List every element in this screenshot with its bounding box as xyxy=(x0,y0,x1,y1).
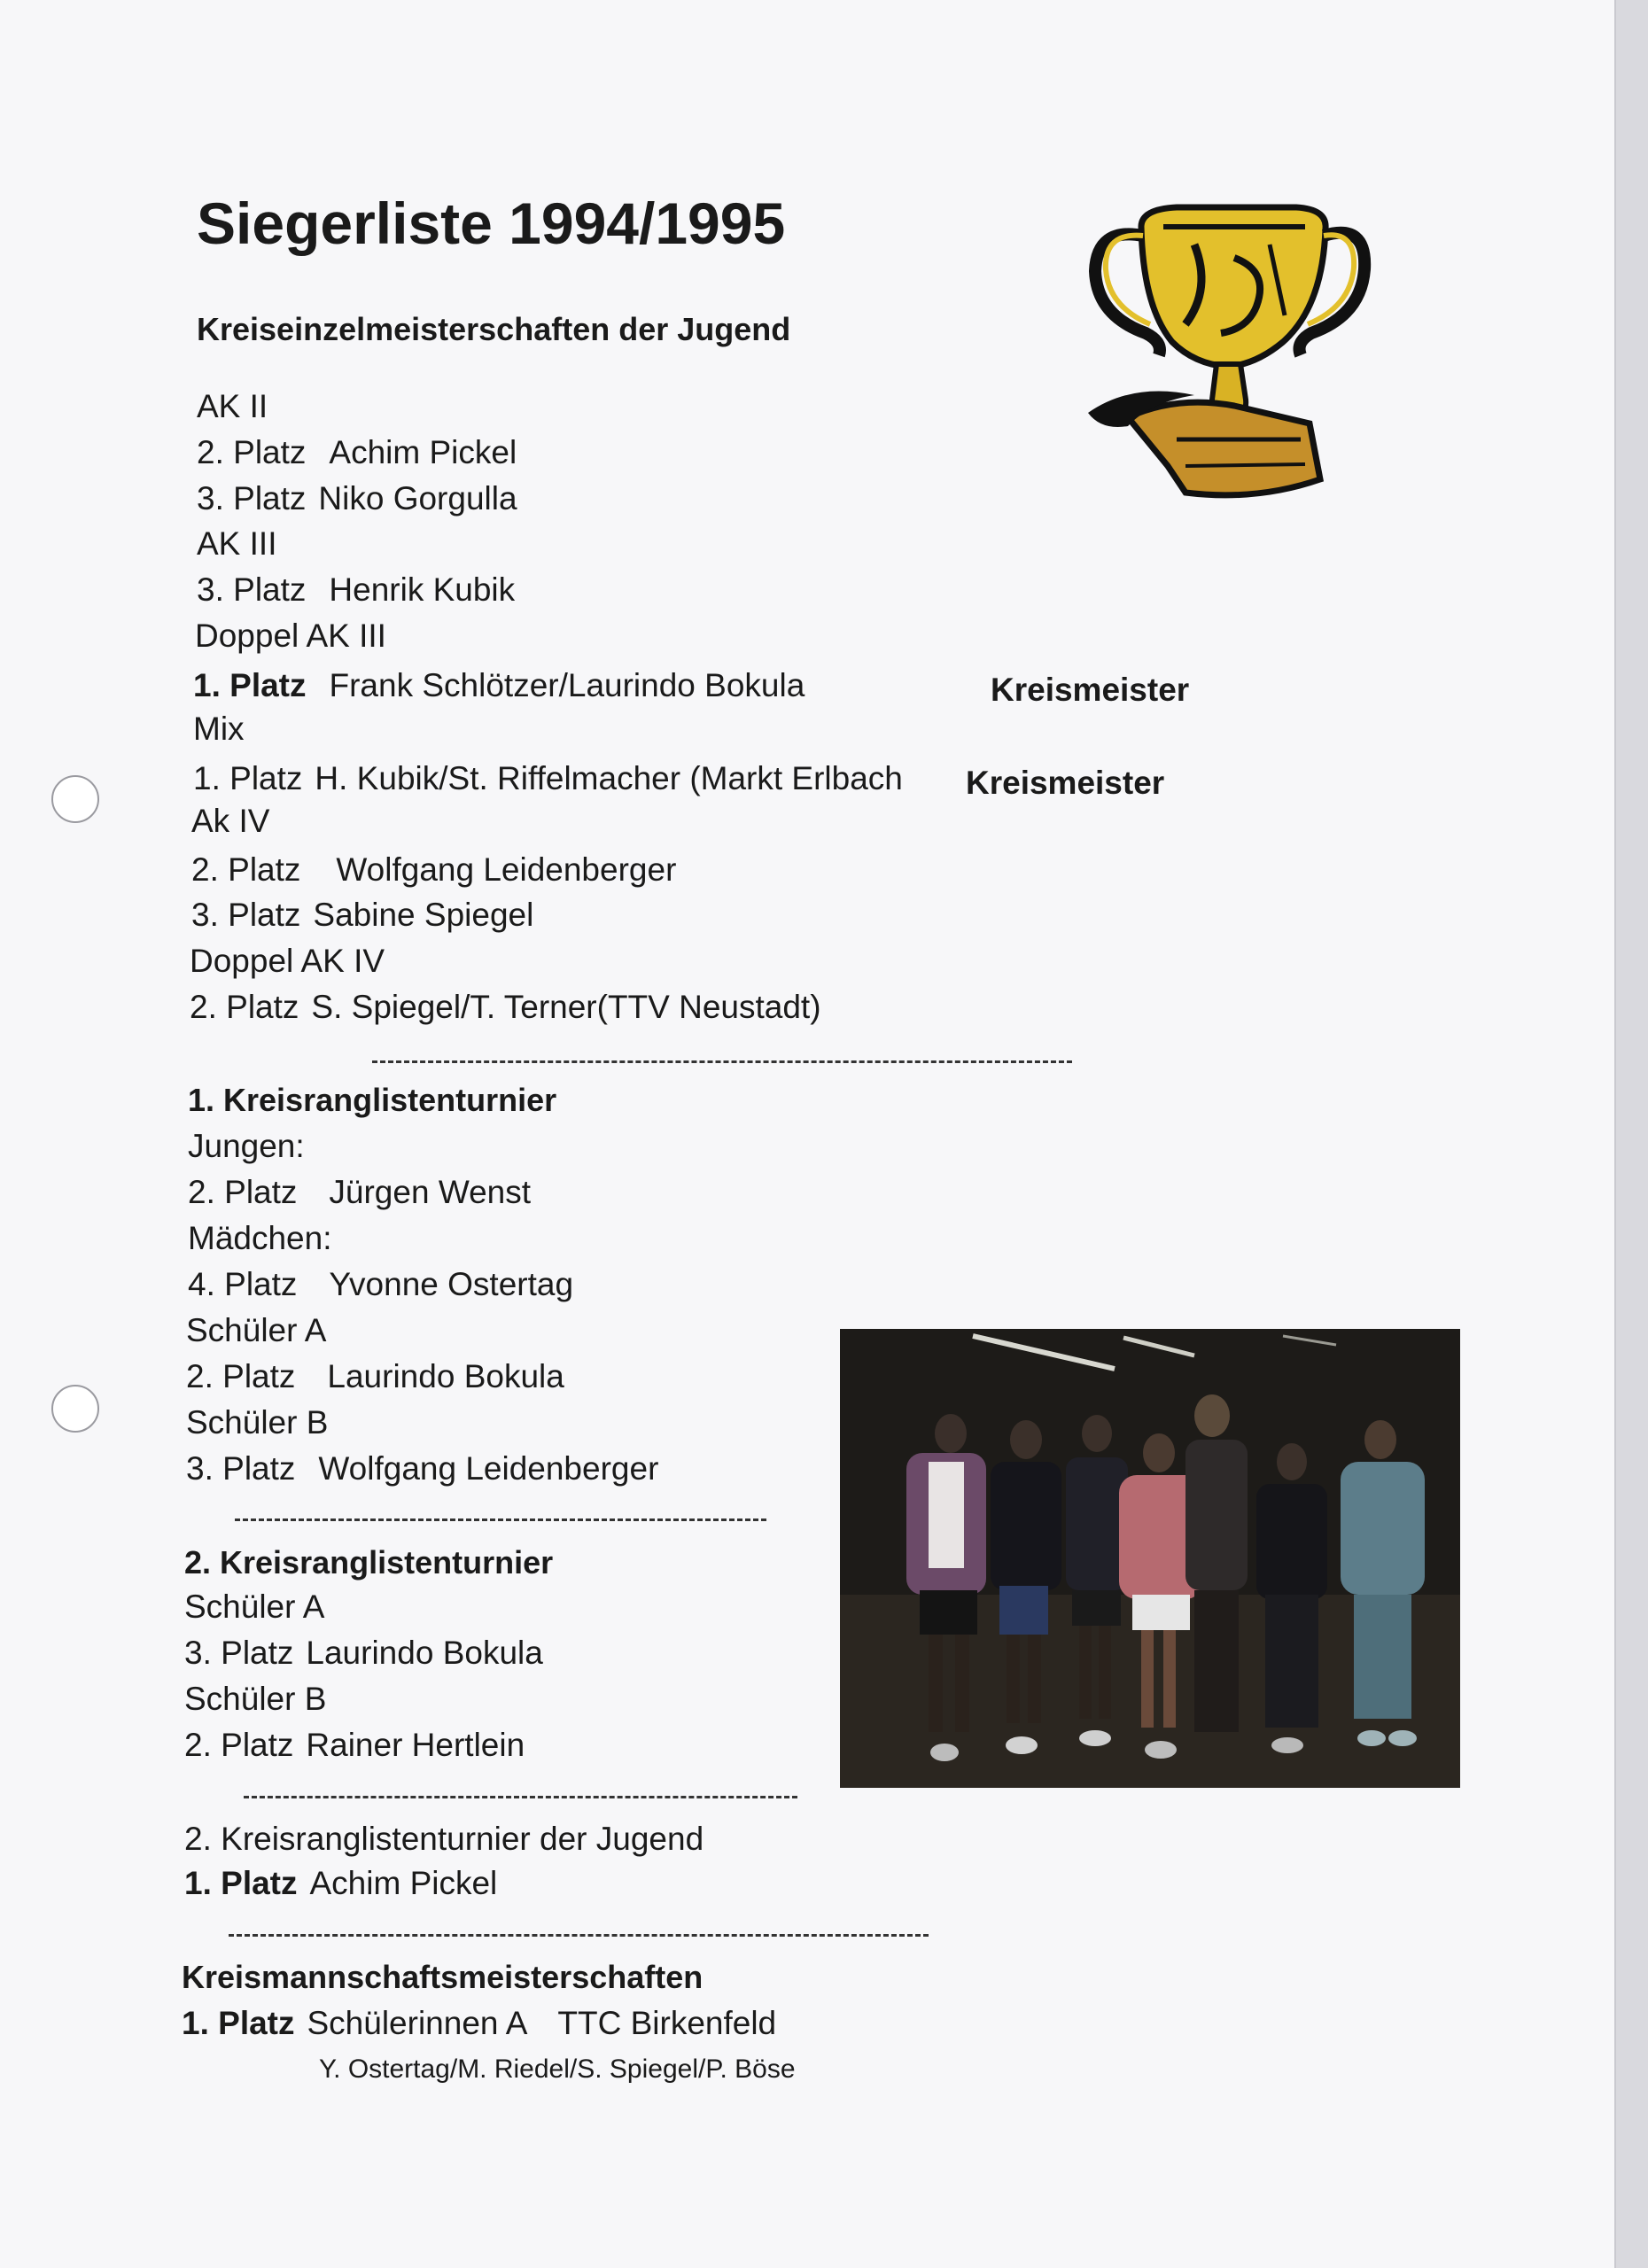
player-name: Achim Pickel xyxy=(309,1865,498,1901)
category-label: AK II xyxy=(197,388,268,424)
result-line xyxy=(186,1449,658,1488)
place: 3. Platz xyxy=(197,480,307,517)
category-label: Mädchen: xyxy=(188,1220,332,1256)
category-label: AK III xyxy=(197,525,277,562)
place: 2. Platz xyxy=(184,1727,294,1763)
place: 2. Platz xyxy=(197,434,307,470)
trophy-icon xyxy=(1079,174,1372,519)
player-name: H. Kubik/St. Riffelmacher (Markt Erlbach xyxy=(315,760,903,796)
player-name: Achim Pickel xyxy=(329,434,517,470)
punch-hole-bottom xyxy=(51,1385,99,1433)
team-players: Y. Ostertag/M. Riedel/S. Spiegel/P. Böse xyxy=(319,2054,796,2084)
place: 3. Platz xyxy=(197,571,307,608)
section-heading-mannschaft: Kreismannschaftsmeisterschaften xyxy=(182,1959,704,1995)
result-line xyxy=(191,850,676,889)
player-name: Frank Schlötzer/Laurindo Bokula xyxy=(329,667,805,703)
place: 3. Platz xyxy=(191,897,301,933)
place: 3. Platz xyxy=(186,1450,296,1487)
result-line xyxy=(186,1357,564,1396)
section-heading-rangliste-2: 2. Kreisranglistenturnier xyxy=(184,1544,554,1581)
place: 2. Platz xyxy=(191,851,301,888)
divider xyxy=(244,1796,797,1798)
place: 1. Platz xyxy=(193,760,303,796)
result-line xyxy=(191,896,533,935)
divider xyxy=(372,1060,1072,1063)
title-tag: Kreismeister xyxy=(991,672,1190,708)
title-tag: Kreismeister xyxy=(966,765,1165,801)
player-name: S. Spiegel/T. Terner(TTV Neustadt) xyxy=(311,989,821,1025)
category-label: Mix xyxy=(193,711,245,747)
section-heading-kreiseinzel: Kreiseinzelmeisterschaften der Jugend xyxy=(197,311,791,347)
result-line xyxy=(193,759,903,798)
place: 2. Platz xyxy=(188,1174,298,1210)
divider xyxy=(235,1518,766,1521)
place: 2. Platz xyxy=(186,1358,296,1394)
result-line xyxy=(184,1864,497,1903)
category-label: Doppel AK III xyxy=(195,617,386,654)
player-name: Wolfgang Leidenberger xyxy=(318,1450,659,1487)
team-photo xyxy=(840,1329,1460,1788)
team-name: Schülerinnen A xyxy=(307,2005,528,2041)
player-name: Yvonne Ostertag xyxy=(329,1266,574,1302)
place: 4. Platz xyxy=(188,1266,298,1302)
place: 1. Platz xyxy=(182,2005,295,2041)
punch-hole-top xyxy=(51,775,99,823)
result-line xyxy=(182,2004,776,2043)
player-name: Jürgen Wenst xyxy=(329,1174,532,1210)
divider xyxy=(229,1934,929,1937)
result-line xyxy=(193,666,805,705)
result-line xyxy=(190,988,821,1027)
category-label: Jungen: xyxy=(188,1128,305,1164)
page-title: Siegerliste 1994/1995 xyxy=(197,190,786,256)
category-label: Schüler B xyxy=(186,1404,329,1441)
result-line xyxy=(197,571,515,610)
player-name: Wolfgang Leidenberger xyxy=(336,851,677,888)
category-label: Ak IV xyxy=(191,803,270,839)
place: 1. Platz xyxy=(184,1865,298,1901)
club-name: TTC Birkenfeld xyxy=(557,2005,777,2041)
result-line xyxy=(184,1634,543,1673)
result-line xyxy=(197,479,517,518)
player-name: Sabine Spiegel xyxy=(313,897,534,933)
category-label: Schüler A xyxy=(186,1312,327,1348)
section-heading-rangliste-jugend: 2. Kreisranglistenturnier der Jugend xyxy=(184,1821,704,1857)
category-label: Schüler B xyxy=(184,1681,327,1717)
player-name: Rainer Hertlein xyxy=(306,1727,525,1763)
place: 1. Platz xyxy=(193,667,307,703)
place: 2. Platz xyxy=(190,989,299,1025)
result-line xyxy=(197,433,517,472)
place: 3. Platz xyxy=(184,1635,294,1671)
category-label: Doppel AK IV xyxy=(190,943,385,979)
player-name: Laurindo Bokula xyxy=(327,1358,564,1394)
result-line xyxy=(188,1265,573,1304)
category-label: Schüler A xyxy=(184,1588,325,1625)
player-name: Niko Gorgulla xyxy=(318,480,517,517)
result-line xyxy=(184,1726,525,1765)
player-name: Henrik Kubik xyxy=(329,571,516,608)
player-name: Laurindo Bokula xyxy=(306,1635,543,1671)
section-heading-rangliste-1: 1. Kreisranglistenturnier xyxy=(188,1082,557,1118)
result-line xyxy=(188,1173,531,1212)
